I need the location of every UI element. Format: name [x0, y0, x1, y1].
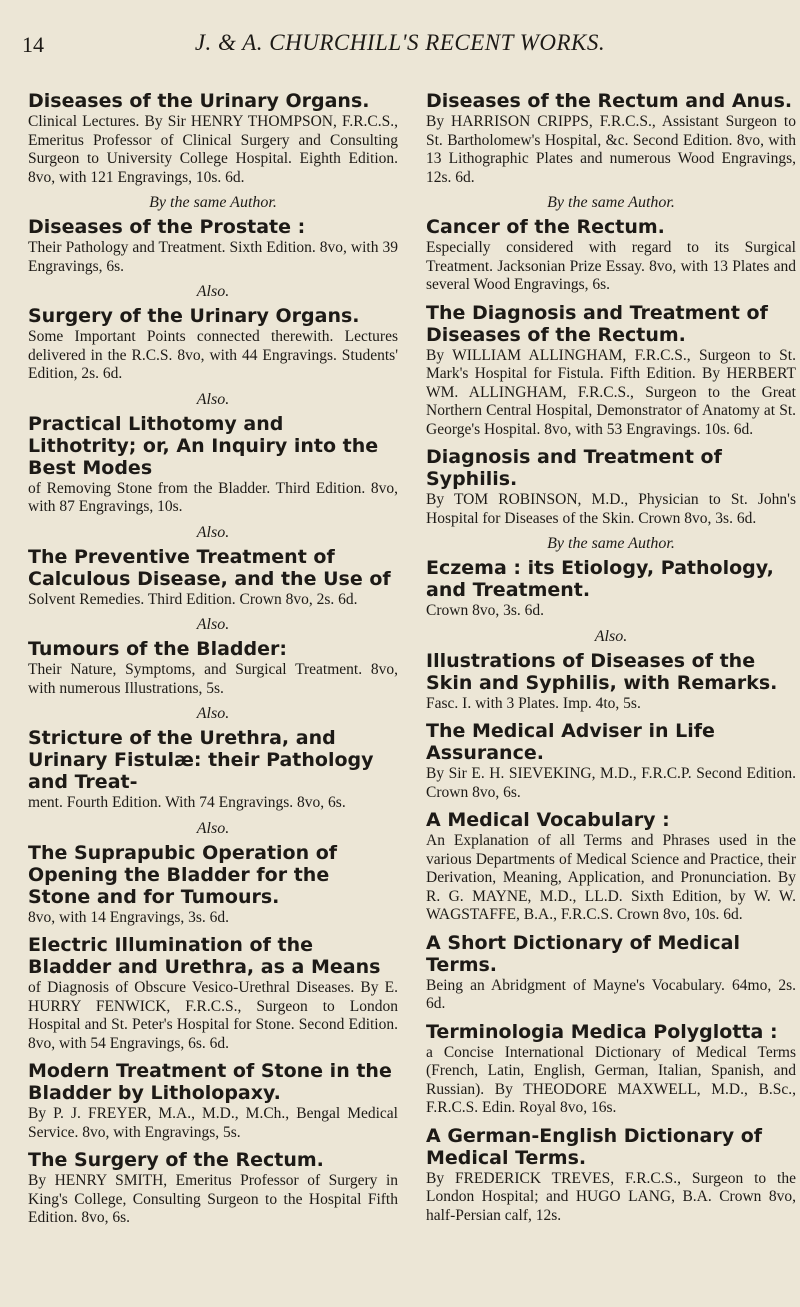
book-description: By FREDERICK TREVES, F.R.C.S., Surgeon to the London Hospital; and HUGO LANG, B.A. Crown 8vo, half-Persian calf, 12s. [426, 1169, 796, 1224]
book-description: By HENRY SMITH, Emeritus Professor of Surgery in King's College, Consulting Surgeon to the Hospital Fifth Edition. 8vo, 6s. [28, 1172, 398, 1226]
book-entry [28, 1060, 398, 1142]
same-author-note: Also. [196, 283, 230, 300]
book-entry [28, 727, 398, 813]
book-title: The Diagnosis and Treatment of Diseases of the Rectum. [426, 301, 768, 346]
running-title: J. & A. CHURCHILL'S RECENT WORKS. [194, 30, 606, 55]
book-description: Fasc. I. with 3 Plates. Imp. 4to, 5s. [426, 694, 641, 712]
book-description: of Removing Stone from the Bladder. Third Edition. 8vo, with 87 Engravings, 10s. [28, 479, 398, 515]
book-title: A Short Dictionary of Medical Terms. [426, 931, 741, 976]
book-description: of Diagnosis of Obscure Vesico-Urethral Diseases. By E. HURRY FENWICK, F.R.C.S., Surgeon to London Hospital and St. Peter's Hospital for Stone. Second Edition. 8vo, with 54 Engravings, 6s. 6d. [28, 979, 398, 1052]
book-title: Electric Illumination of the Bladder and Urethra, as a Means [28, 934, 381, 978]
same-author-note: By the same Author. [547, 194, 675, 211]
book-title: Stricture of the Urethra, and Urinary Fistulæ: their Pathology and Treat- [28, 727, 374, 793]
book-description: Crown 8vo, 3s. 6d. [426, 602, 544, 619]
book-description: Their Pathology and Treatment. Sixth Edition. 8vo, with 39 Engravings, 6s. [28, 239, 398, 275]
book-description: 8vo, with 14 Engravings, 3s. 6d. [28, 908, 230, 926]
book-description: By HARRISON CRIPPS, F.R.C.S., Assistant Surgeon to St. Bartholomew's Hospital, &c. Second Edition. 8vo, with 13 Lithographic Plates and numerous Wood Engravings, 12s. 6d. [426, 113, 796, 186]
book-description: Clinical Lectures. By Sir HENRY THOMPSON, F.R.C.S., Emeritus Professor of Clinical Surgery and Consulting Surgeon to University College Hospital. Eighth Edition. 8vo, with 121 Engravings, 10s. 6d. [28, 113, 398, 186]
book-description: By TOM ROBINSON, M.D., Physician to St. John's Hospital for Diseases of the Skin. Crown 8vo, 3s. 6d. [426, 491, 796, 527]
book-title: Diagnosis and Treatment of Syphilis. [426, 446, 722, 490]
same-author-note: By the same Author. [547, 535, 675, 552]
book-entry [28, 842, 398, 928]
book-title: The Medical Adviser in Life Assurance. [426, 720, 715, 764]
book-title: A German-English Dictionary of Medical Terms. [426, 1124, 763, 1169]
page-number: 14 [22, 32, 44, 57]
same-author-note: Also. [196, 390, 230, 408]
book-description: By P. J. FREYER, M.A., M.D., M.Ch., Bengal Medical Service. 8vo, with Engravings, 5s. [28, 1105, 398, 1141]
same-author-note: Also. [594, 627, 628, 645]
book-entry [426, 650, 796, 714]
left-column [28, 90, 398, 1235]
book-entry [28, 413, 398, 517]
book-title: Illustrations of Diseases of the Skin and Syphilis, with Remarks. [426, 649, 778, 694]
same-author-note: Also. [196, 616, 230, 633]
book-title: The Suprapubic Operation of Opening the Bladder for the Stone and for Tumours. [28, 841, 338, 908]
book-title: Surgery of the Urinary Organs. [28, 305, 360, 327]
book-description: ment. Fourth Edition. With 74 Engravings. 8vo, 6s. [28, 794, 346, 811]
book-description: Their Nature, Symptoms, and Surgical Treatment. 8vo, with numerous Illustrations, 5s. [28, 661, 398, 697]
book-description: Being an Abridgment of Mayne's Vocabulary. 64mo, 2s. 6d. [426, 976, 796, 1012]
book-description: An Explanation of all Terms and Phrases used in the various Departments of Medical Science and Practice, their Derivation, Meaning, Application, and Pronunciation. By R. G. MAYNE, M.D., LL.D. Sixth Edition, by W. W. WAGSTAFFE, B.A., F.R.C.S. Crown 8vo, 10s. 6d. [426, 832, 796, 923]
book-entry [426, 302, 796, 440]
book-entry [426, 557, 796, 621]
book-entry [426, 1021, 796, 1118]
book-title: Diseases of the Urinary Organs. [28, 90, 370, 112]
book-description: Especially considered with regard to its Surgical Treatment. Jacksonian Prize Essay. 8vo, with 13 Plates and several Wood Engravings, 6s. [426, 239, 796, 293]
book-entry [28, 546, 398, 610]
book-title: Tumours of the Bladder: [28, 638, 287, 660]
book-entry [28, 934, 398, 1053]
book-title: Cancer of the Rectum. [426, 216, 665, 238]
book-title: Terminologia Medica Polyglotta : [426, 1020, 778, 1043]
book-entry [28, 90, 398, 187]
book-entry [28, 638, 398, 698]
book-entry [426, 90, 796, 187]
same-author-note: Also. [196, 705, 230, 722]
same-author-note: Also. [196, 523, 230, 541]
book-description: By Sir E. H. SIEVEKING, M.D., F.R.C.P. Second Edition. Crown 8vo, 6s. [426, 765, 796, 801]
book-description: Solvent Remedies. Third Edition. Crown 8vo, 2s. 6d. [28, 590, 358, 608]
book-entry [28, 216, 398, 276]
book-title: Eczema : its Etiology, Pathology, and Treatment. [426, 557, 774, 601]
book-description: By WILLIAM ALLINGHAM, F.R.C.S., Surgeon to St. Mark's Hospital for Fistula. Fifth Edition. By HERBERT WM. ALLINGHAM, F.R.C.S., Surgeon to the Great Northern Central Hospital, Demonstrator of Anatomy at St. George's Hospital. 8vo, with 53 Engravings. 10s. 6d. [426, 346, 796, 438]
book-entry [426, 216, 796, 295]
book-entry [426, 1125, 796, 1226]
book-title: A Medical Vocabulary : [426, 809, 670, 831]
book-title: The Preventive Treatment of Calculous Disease, and the Use of [28, 545, 391, 590]
same-author-note: By the same Author. [149, 194, 277, 211]
same-author-note: Also. [196, 819, 230, 837]
book-entry [28, 1149, 398, 1228]
book-title: Diseases of the Prostate : [28, 216, 306, 238]
book-entry [28, 305, 398, 384]
running-head [0, 30, 800, 70]
book-description: Some Important Points connected therewith. Lectures delivered in the R.C.S. 8vo, with 44 Engravings. Students' Edition, 2s. 6d. [28, 328, 398, 382]
book-title: The Surgery of the Rectum. [28, 1149, 324, 1171]
book-entry [426, 809, 796, 925]
book-entry [426, 720, 796, 802]
book-description: a Concise International Dictionary of Medical Terms (French, Latin, English, German, Italian, Spanish, and Russian). By THEODORE MAXWELL, M.D., B.Sc., F.R.C.S. Edin. Royal 8vo, 16s. [426, 1043, 796, 1116]
book-entry [426, 446, 796, 528]
book-title: Practical Lithotomy and Lithotrity; or, An Inquiry into the Best Modes [28, 412, 379, 479]
book-entry [426, 932, 796, 1014]
right-column [426, 90, 796, 1232]
book-title: Diseases of the Rectum and Anus. [426, 90, 793, 112]
book-title: Modern Treatment of Stone in the Bladder by Litholopaxy. [28, 1060, 392, 1104]
